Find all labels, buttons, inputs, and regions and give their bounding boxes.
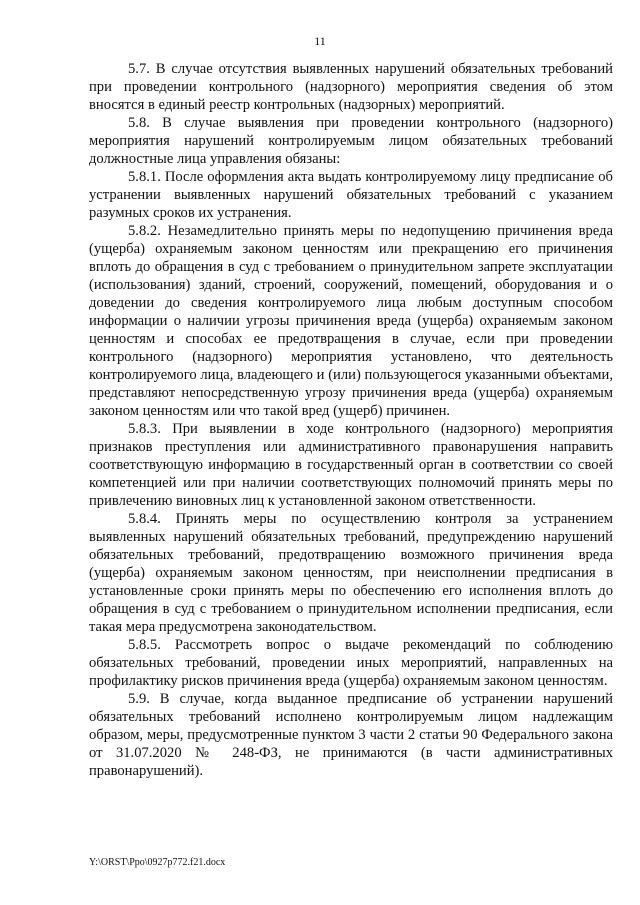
footer-file-path: Y:\ORST\Ppo\0927p772.f21.docx: [89, 857, 226, 868]
paragraph-5-9: 5.9. В случае, когда выданное предписание об устранении нарушений обязательных требований исполнено контролируемым лицом надлежащим образом, меры, предусмотренные пунктом 3 части 2 статьи 90 Федерального закона от 31.07.2020 № 248-ФЗ, не принимаются (в части административных правонарушений).: [89, 691, 613, 779]
page-number: 11: [314, 34, 326, 48]
paragraph-5-8-1: 5.8.1. После оформления акта выдать контролируемому лицу предписание об устранении выявленных нарушений обязательных требований с указанием разумных сроков их устранения.: [89, 169, 613, 221]
paragraph-5-8-4: 5.8.4. Принять меры по осуществлению контроля за устранением выявленных нарушений обязательных требований, предупреждению нарушений обязательных требований, предотвращению возможного причинения вреда (ущерба) охраняемым законом ценностям, при неисполнении предписания в установленные сроки принять меры по обеспечению его исполнения вплоть до обращения в суд с требованием о принудительном исполнении предписания, если такая мера предусмотрена законодательством.: [89, 511, 613, 635]
paragraph-5-8: 5.8. В случае выявления при проведении контрольного (надзорного) мероприятия нарушений контролируемым лицом обязательных требований должностные лица управления обязаны:: [89, 115, 613, 167]
paragraph-5-8-3: 5.8.3. При выявлении в ходе контрольного (надзорного) мероприятия признаков преступления или административного правонарушения направить соответствующую информацию в государственный орган в соответствии со своей компетенцией или при наличии соответствующих полномочий принять меры по привлечению виновных лиц к установленной законом ответственности.: [89, 421, 613, 509]
paragraph-5-8-5: 5.8.5. Рассмотреть вопрос о выдаче рекомендаций по соблюдению обязательных требований, проведении иных мероприятий, направленных на профилактику рисков причинения вреда (ущерба) охраняемым законом ценностям.: [89, 637, 613, 689]
document-body: [89, 60, 613, 780]
paragraph-5-8-2: 5.8.2. Незамедлительно принять меры по недопущению причинения вреда (ущерба) охраняемым законом ценностям или прекращению его причинения вплоть до обращения в суд с требованием о принудительном запрете эксплуатации (использования) зданий, строений, сооружений, помещений, оборудования и о доведении до сведения контролируемого лица любым доступным способом информации о наличии угрозы причинения вреда (ущерба) охраняемым законом ценностям и способах ее предотвращения в случае, если при проведении контрольного (надзорного) мероприятия установлено, что деятельность контролируемого лица, владеющего и (или) пользующегося указанными объектами, представляют непосредственную угрозу причинения вреда (ущерба) охраняемым законом ценностям или что такой вред (ущерб) причинен.: [89, 223, 613, 419]
paragraph-5-7: 5.7. В случае отсутствия выявленных нарушений обязательных требований при проведении контрольного (надзорного) мероприятия сведения об этом вносятся в единый реестр контрольных (надзорных) мероприятий.: [89, 61, 613, 113]
